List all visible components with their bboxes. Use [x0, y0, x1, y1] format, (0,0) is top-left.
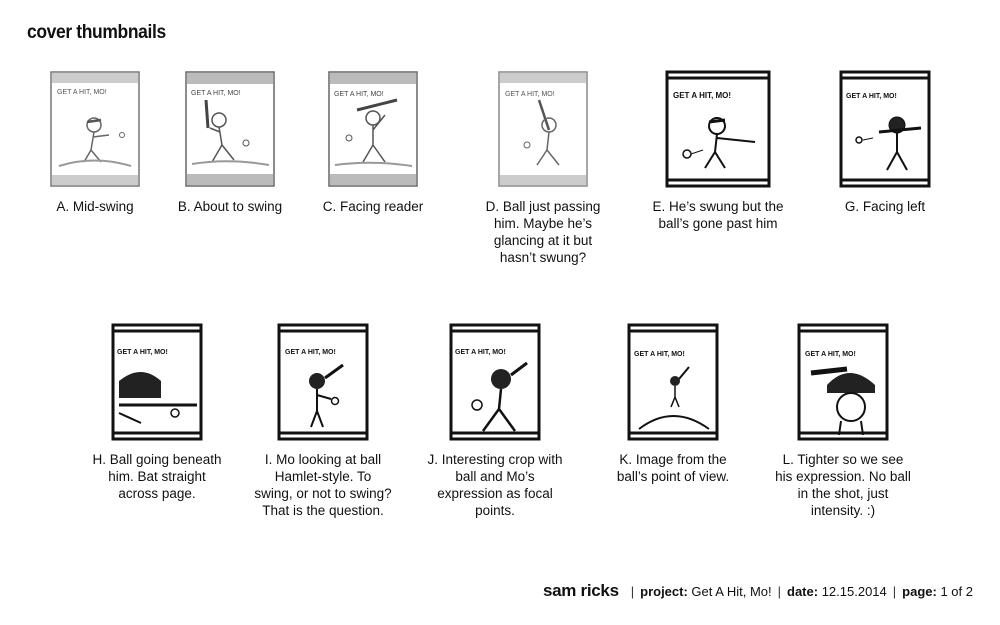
thumbnail-caption: K. Image from the ball’s point of view.	[616, 452, 730, 484]
sketch-label: GET A HIT, MO!	[805, 351, 856, 358]
thumbnail-e	[633, 70, 803, 232]
sketch-image	[277, 323, 369, 441]
date-label: date:	[787, 584, 819, 599]
thumbnail-caption: B. About to swing	[177, 199, 283, 214]
sketch-label: GET A HIT, MO!	[191, 90, 241, 97]
thumbnail-j	[410, 323, 580, 519]
thumbnail-l	[758, 323, 928, 519]
thumbnail-caption: J. Interesting crop with ball and Mo’s expression as focal points.	[427, 452, 563, 518]
sketch-image	[839, 70, 931, 188]
sketch-image	[49, 70, 141, 188]
thumbnail-caption: G. Facing left	[844, 199, 926, 214]
thumbnail-caption: D. Ball just passing him. Maybe he’s glancing at it but hasn’t swung?	[485, 199, 601, 265]
sketch-label: GET A HIT, MO!	[634, 351, 685, 358]
sketch-image	[797, 323, 889, 441]
page-value: 1 of 2	[940, 584, 973, 599]
sketch-image	[327, 70, 419, 188]
sketch-label: GET A HIT, MO!	[334, 91, 384, 98]
sketch-label: GET A HIT, MO!	[673, 91, 732, 100]
date-value: 12.15.2014	[821, 584, 887, 599]
thumbnail-g	[800, 70, 970, 215]
thumbnail-caption: L. Tighter so we see his expression. No ball in the shot, just intensity. :)	[775, 452, 911, 518]
footer	[543, 581, 973, 601]
sketch-image	[627, 323, 719, 441]
thumbnail-k	[588, 323, 758, 485]
sketch-label: GET A HIT, MO!	[846, 93, 897, 100]
page-title: cover thumbnails	[27, 22, 166, 43]
sketch-image	[111, 323, 203, 441]
separator: |	[777, 584, 782, 599]
thumbnail-c	[288, 70, 458, 215]
sketch-label: GET A HIT, MO!	[455, 349, 506, 356]
author-name: sam ricks	[542, 581, 619, 600]
sketch-label: GET A HIT, MO!	[285, 349, 336, 356]
sketch-label: GET A HIT, MO!	[505, 91, 555, 98]
thumbnail-caption: A. Mid-swing	[56, 199, 134, 214]
sketch-label: GET A HIT, MO!	[117, 349, 168, 356]
sketch-image	[184, 70, 276, 188]
thumbnail-i	[238, 323, 408, 519]
thumbnail-d	[458, 70, 628, 266]
separator: |	[630, 584, 635, 599]
sketch-image	[665, 70, 771, 188]
thumbnail-caption: I. Mo looking at ball Hamlet-style. To swing, or not to swing? That is the question.	[254, 452, 392, 518]
thumbnail-h	[72, 323, 242, 502]
sketch-image	[497, 70, 589, 188]
page-label: page:	[902, 584, 937, 599]
thumbnail-caption: C. Facing reader	[322, 199, 424, 214]
thumbnail-caption: E. He’s swung but the ball’s gone past him	[652, 199, 784, 231]
project-value: Get A Hit, Mo!	[691, 584, 772, 599]
sketch-image	[449, 323, 541, 441]
thumbnail-caption: H. Ball going beneath him. Bat straight across page.	[92, 452, 222, 501]
sketch-label: GET A HIT, MO!	[57, 89, 107, 96]
separator: |	[892, 584, 897, 599]
project-label: project:	[640, 584, 688, 599]
